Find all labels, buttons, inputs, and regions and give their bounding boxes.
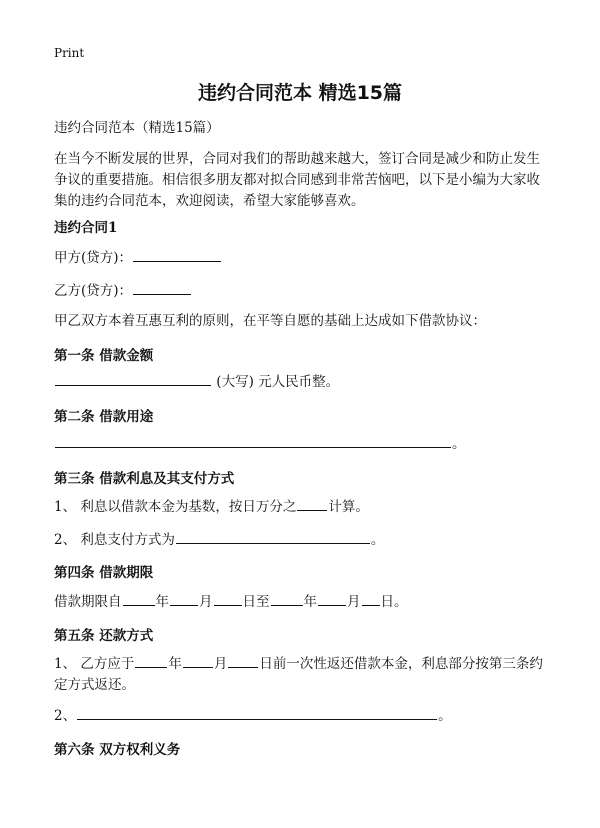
article-1-title: 第一条 借款金额 — [54, 348, 154, 364]
article-1-line — [54, 372, 339, 393]
party-b-label: 乙方(贷方)： — [54, 283, 133, 299]
article-2-title: 第二条 借款用途 — [54, 409, 154, 425]
period-mark: 。 — [370, 532, 385, 548]
party-a-label: 甲方(贷方)： — [54, 250, 133, 266]
article-2-line — [54, 434, 466, 455]
item-2-label: 2、 — [54, 708, 77, 724]
repay-other-blank[interactable] — [77, 706, 437, 720]
section-heading: 违约合同1 — [54, 220, 118, 236]
party-a-blank[interactable] — [133, 248, 221, 262]
interest-text: 1、 利息以借款本金为基数，按日万分之 — [54, 499, 297, 515]
start-month-blank[interactable] — [170, 592, 198, 606]
article-3-title: 第三条 借款利息及其支付方式 — [54, 471, 235, 487]
amount-blank[interactable] — [55, 372, 211, 386]
month-label: 月 — [347, 594, 361, 610]
end-year-blank[interactable] — [271, 592, 303, 606]
print-label[interactable]: Print — [54, 46, 85, 60]
period-mark: 。 — [452, 436, 466, 452]
purpose-blank[interactable] — [55, 434, 451, 448]
intro-paragraph: 在当今不断发展的世界，合同对我们的帮助越来越大，签订合同是减少和防止发生争议的重要措施。相信很多朋友都对拟合同感到非常苦恼吧，以下是小编为大家收集的违约合同范本，欢迎阅读，希望大家能够喜欢。 — [54, 151, 540, 209]
repay-suffix: 日前一次性返还借款本金，利息部分按第三条约定方式返还。 — [54, 656, 543, 693]
year-label: 年 — [303, 594, 317, 610]
party-b-blank[interactable] — [133, 281, 191, 295]
day-to-label: 日至 — [242, 594, 270, 610]
party-a-line — [54, 248, 222, 269]
interest-suffix: 计算。 — [328, 499, 369, 515]
document-title: 违约合同范本 精选15篇 — [197, 82, 403, 104]
amount-text: (大写) 元人民币整。 — [216, 374, 340, 390]
article-4-line — [54, 592, 408, 613]
party-b-line — [54, 281, 192, 302]
end-day-blank[interactable] — [362, 592, 380, 606]
start-year-blank[interactable] — [123, 592, 155, 606]
agreement-text: 甲乙双方本着互惠互利的原则，在平等自愿的基础上达成如下借款协议： — [54, 313, 486, 329]
article-5-item-1 — [54, 654, 554, 696]
term-text: 借款期限自 — [54, 594, 122, 610]
day-label: 日。 — [380, 594, 408, 610]
period-mark: 。 — [438, 708, 452, 724]
article-3-item-1 — [54, 497, 369, 518]
interest-rate-blank[interactable] — [297, 497, 327, 511]
year-label: 年 — [168, 656, 182, 672]
document-subtitle: 违约合同范本（精选15篇） — [54, 120, 220, 136]
repay-day-blank[interactable] — [228, 654, 258, 668]
article-3-item-2 — [54, 530, 384, 551]
start-day-blank[interactable] — [214, 592, 242, 606]
repay-text: 1、 乙方应于 — [54, 656, 135, 672]
article-5-item-2 — [54, 706, 452, 727]
year-label: 年 — [155, 594, 169, 610]
article-5-title: 第五条 还款方式 — [54, 628, 154, 644]
end-month-blank[interactable] — [318, 592, 346, 606]
article-6-title: 第六条 双方权利义务 — [54, 742, 181, 758]
repay-year-blank[interactable] — [135, 654, 167, 668]
payment-method-text: 2、 利息支付方式为 — [54, 532, 175, 548]
payment-method-blank[interactable] — [176, 530, 370, 544]
month-label: 月 — [199, 594, 213, 610]
repay-month-blank[interactable] — [183, 654, 213, 668]
article-4-title: 第四条 借款期限 — [54, 565, 154, 581]
month-label: 月 — [213, 656, 228, 672]
